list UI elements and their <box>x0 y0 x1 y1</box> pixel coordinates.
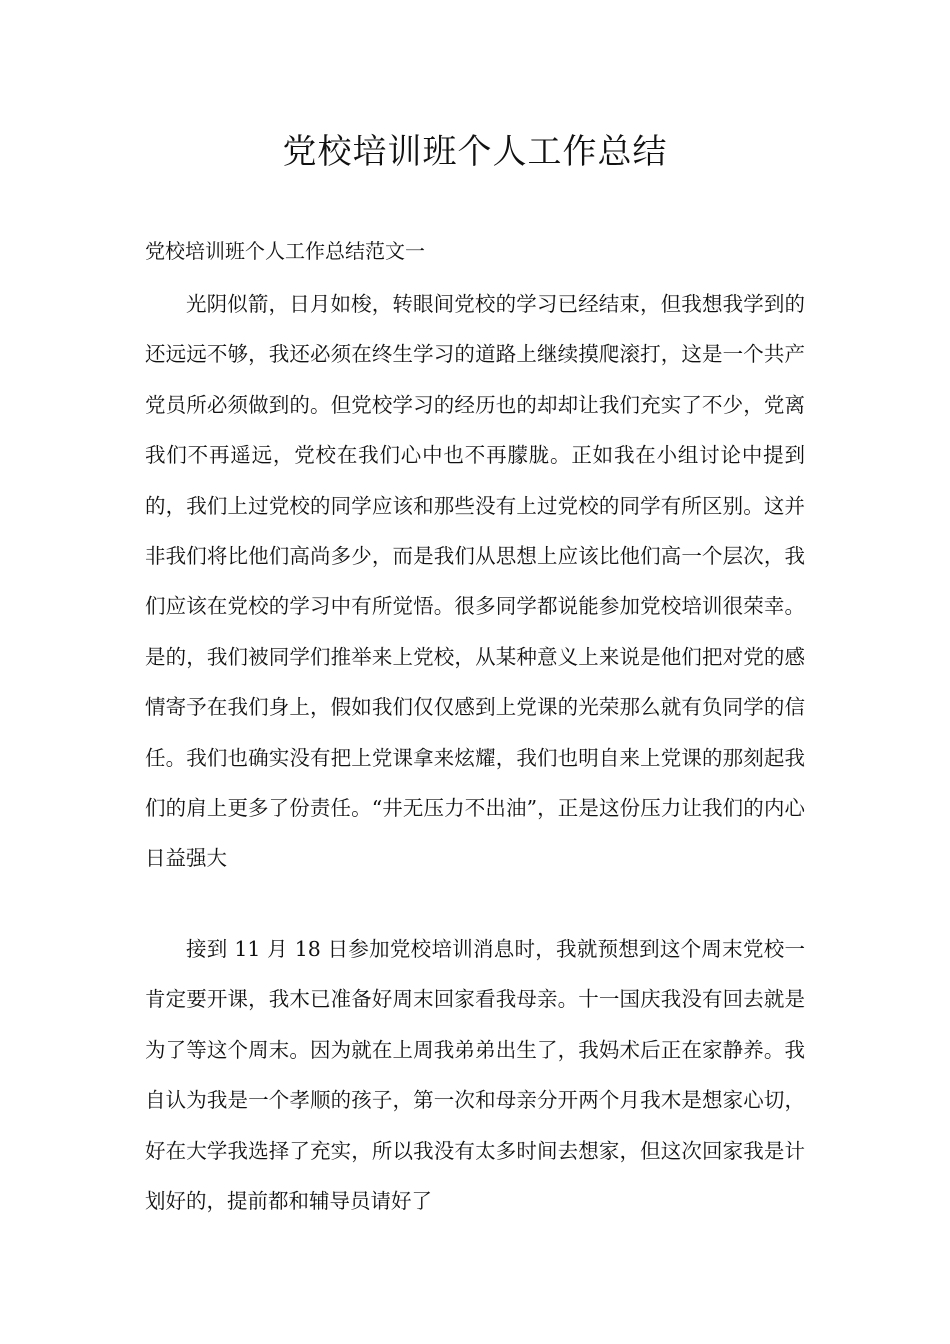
document-subtitle: 党校培训班个人工作总结范文一 <box>145 239 425 263</box>
document-title: 党校培训班个人工作总结 <box>282 132 668 172</box>
body-paragraph: 接到 11 月 18 日参加党校培训消息时，我就预想到这个周末党校一肯定要开课，我木已准备好周末回家看我母亲。十一国庆我没有回去就是为了等这个周末。因为就在上周我弟弟出生了，我妈术后正在家静养。我自认为我是一个孝顺的孩子，第一次和母亲分开两个月我木是想家心切，好在大学我选择了充实，所以我没有太多时间去想家，但这次回家我是计划好的，提前都和辅导员请好了 <box>145 937 805 1214</box>
body-paragraph: 光阴似箭，日月如梭，转眼间党校的学习已经结束，但我想我学到的还远远不够，我还必须在终生学习的道路上继续摸爬滚打，这是一个共产党员所必须做到的。但党校学习的经历也的却却让我们充实了不少，党离我们不再遥远，党校在我们心中也不再朦胧。正如我在小组讨论中提到的，我们上过党校的同学应该和那些没有上过党校的同学有所区别。这并非我们将比他们高尚多少，而是我们从思想上应该比他们高一个层次，我们应该在党校的学习中有所觉悟。很多同学都说能参加党校培训很荣幸。是的，我们被同学们推举来上党校，从某种意义上来说是他们把对党的感情寄予在我们身上，假如我们仅仅感到上党课的光荣那么就有负同学的信任。我们也确实没有把上党课拿来炫耀，我们也明自来上党课的那刻起我们的肩上更多了份责任。“井无压力不出油”，正是这份压力让我们的内心日益强大 <box>145 292 805 871</box>
